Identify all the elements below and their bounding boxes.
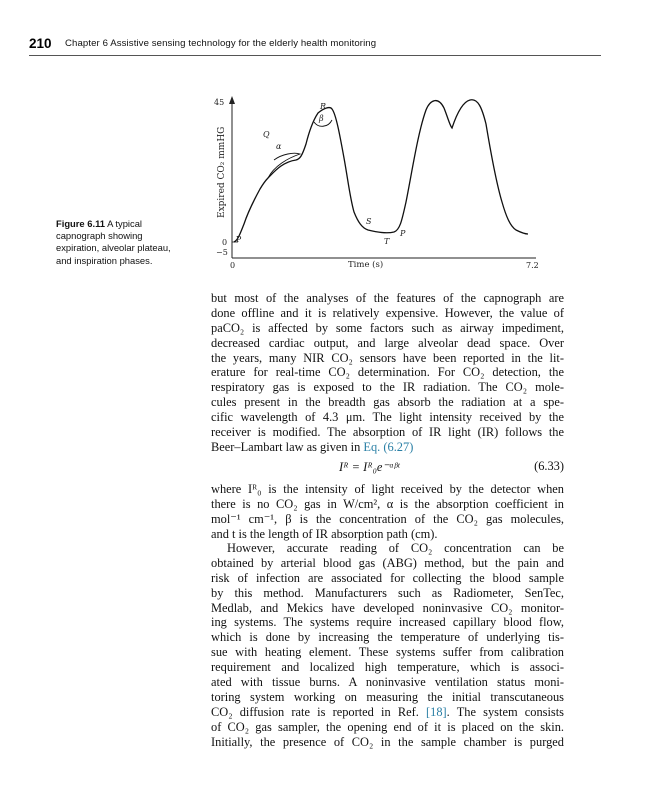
running-header [29, 36, 429, 52]
p1-line: paCO₂ is affected by some factors such as airway impediment, [211, 320, 564, 335]
caption-line-4: and inspiration phases. [56, 254, 153, 266]
p3-line: However, accurate reading of CO₂ concentration can be [227, 541, 564, 555]
x-tick-7-2: 7.2 [526, 261, 539, 270]
p1-line: erature for real-time CO₂ determination. For CO₂ detection, the [211, 365, 564, 380]
point-label-beta: β [319, 114, 324, 123]
x-tick-0: 0 [230, 261, 236, 270]
p3-line: of CO₂ gas sampler, the opening end of it is placed on the skin. [211, 719, 564, 734]
equation-formula: Iᴿ = Iᴿ₀e⁻ᵅᵝᵗ [339, 460, 400, 474]
p1-line: respiratory gas is exposed to the IR radiation. The CO₂ mole- [211, 380, 564, 395]
p3-line: ated with tissue burns. A noninvasive ventilation status moni- [211, 675, 564, 690]
equation-6-33 [211, 459, 564, 477]
running-head-title: Chapter 6 Assistive sensing technology for the elderly health monitoring [65, 38, 377, 49]
p2-line: and t is the length of IR absorption path (cm). [211, 526, 438, 541]
p3-line: Medlab, and Mekics have developed noninvasive CO₂ monitor- [211, 600, 564, 615]
y-tick-45: 45 [214, 98, 225, 107]
point-label-p-end: P [400, 229, 406, 238]
p3-ref-prefix: CO₂ diffusion rate is reported in Ref. [211, 704, 427, 719]
equation-reference-link[interactable]: Eq. (6.27) [363, 439, 414, 454]
p1-last-prefix: Beer–Lambart law as given in [211, 439, 364, 454]
p2-line: there is no CO₂ gas in W/cm², α is the absorption coefficient in [211, 496, 564, 511]
caption-line-1 [56, 218, 186, 230]
point-label-r: R [320, 102, 327, 111]
caption-line-3: expiration, alveolar plateau, [56, 242, 171, 254]
caption-line-1-rest: A typical [107, 218, 142, 229]
page-number: 210 [29, 36, 52, 51]
p3-line-ref [211, 705, 564, 720]
p3-line: sue with heating element. These systems suffer from calibration [211, 645, 564, 660]
capnograph-waveform [234, 100, 528, 242]
p3-line: by this method. Manufacturers such as Radiometer, SenTec, [211, 585, 564, 600]
citation-link-18[interactable]: [18] [426, 704, 447, 719]
p2-line: where Iᴿ₀ is the intensity of light received by the detector when [211, 482, 564, 496]
capnograph-chart [190, 92, 580, 272]
caption-line-2: capnograph showing [56, 230, 143, 242]
point-label-t: T [384, 237, 390, 246]
p2-line: mol⁻¹ cm⁻¹, β is the concentration of the CO₂ gas molecules, [211, 511, 564, 526]
p3-line: ing systems. The systems require increased capillary blood flow, [211, 615, 564, 630]
paragraph-1 [211, 291, 564, 455]
paragraph-2 [211, 482, 564, 542]
caption-label: Figure 6.11 [56, 218, 105, 229]
p3-line: toring system working on measuring the initial transcutaneous [211, 689, 564, 704]
paragraph-3 [211, 541, 564, 749]
p3-line: which is done by increasing the temperature of underlying tis- [211, 630, 564, 645]
header-rule [29, 55, 601, 56]
point-label-s: S [366, 217, 372, 226]
p3-line: risk of infection are associated for collecting the blood sample [211, 570, 564, 585]
p3-line: obtained by arterial blood gas (ABG) method, but the pain and [211, 555, 564, 570]
y-tick-0: 0 [222, 238, 228, 247]
p1-line: cules present in the breadth gas absorb the radiation at a spe- [211, 395, 564, 410]
x-axis-label: Time (s) [348, 260, 384, 270]
equation-number: (6.33) [534, 459, 564, 473]
p1-line: cific wavelength of 4.3 μm. The light intensity received by the [211, 410, 564, 425]
y-tick-minus5: −5 [216, 248, 228, 257]
point-label-alpha: α [276, 142, 282, 151]
p3-ref-suffix: . The system consists [446, 704, 564, 719]
point-label-p-start: P [236, 235, 242, 244]
y-axis-label: Expired CO₂ mmHG [217, 126, 227, 218]
p1-line: receiver is modified. The absorption of IR light (IR) follows the [211, 425, 564, 440]
p1-line: the years, many NIR CO₂ sensors have been reported in the lit- [211, 350, 564, 365]
figure-caption [56, 218, 186, 267]
alpha-angle-arc [268, 153, 300, 178]
y-axis-arrow [229, 96, 235, 104]
p3-line: Initially, the presence of CO₂ in the sample chamber is purged [211, 734, 564, 749]
point-label-q: Q [263, 130, 270, 139]
p1-line: done offline and it is relatively expensive. However, the value of [211, 305, 564, 320]
p1-line: decreased cardiac output, and large alveolar dead space. Over [211, 335, 564, 350]
p1-line-last [211, 440, 564, 455]
p3-line: requirement and localized high temperature, which is associ- [211, 660, 564, 675]
p1-line: but most of the analyses of the features of the capnograph are [211, 291, 564, 305]
